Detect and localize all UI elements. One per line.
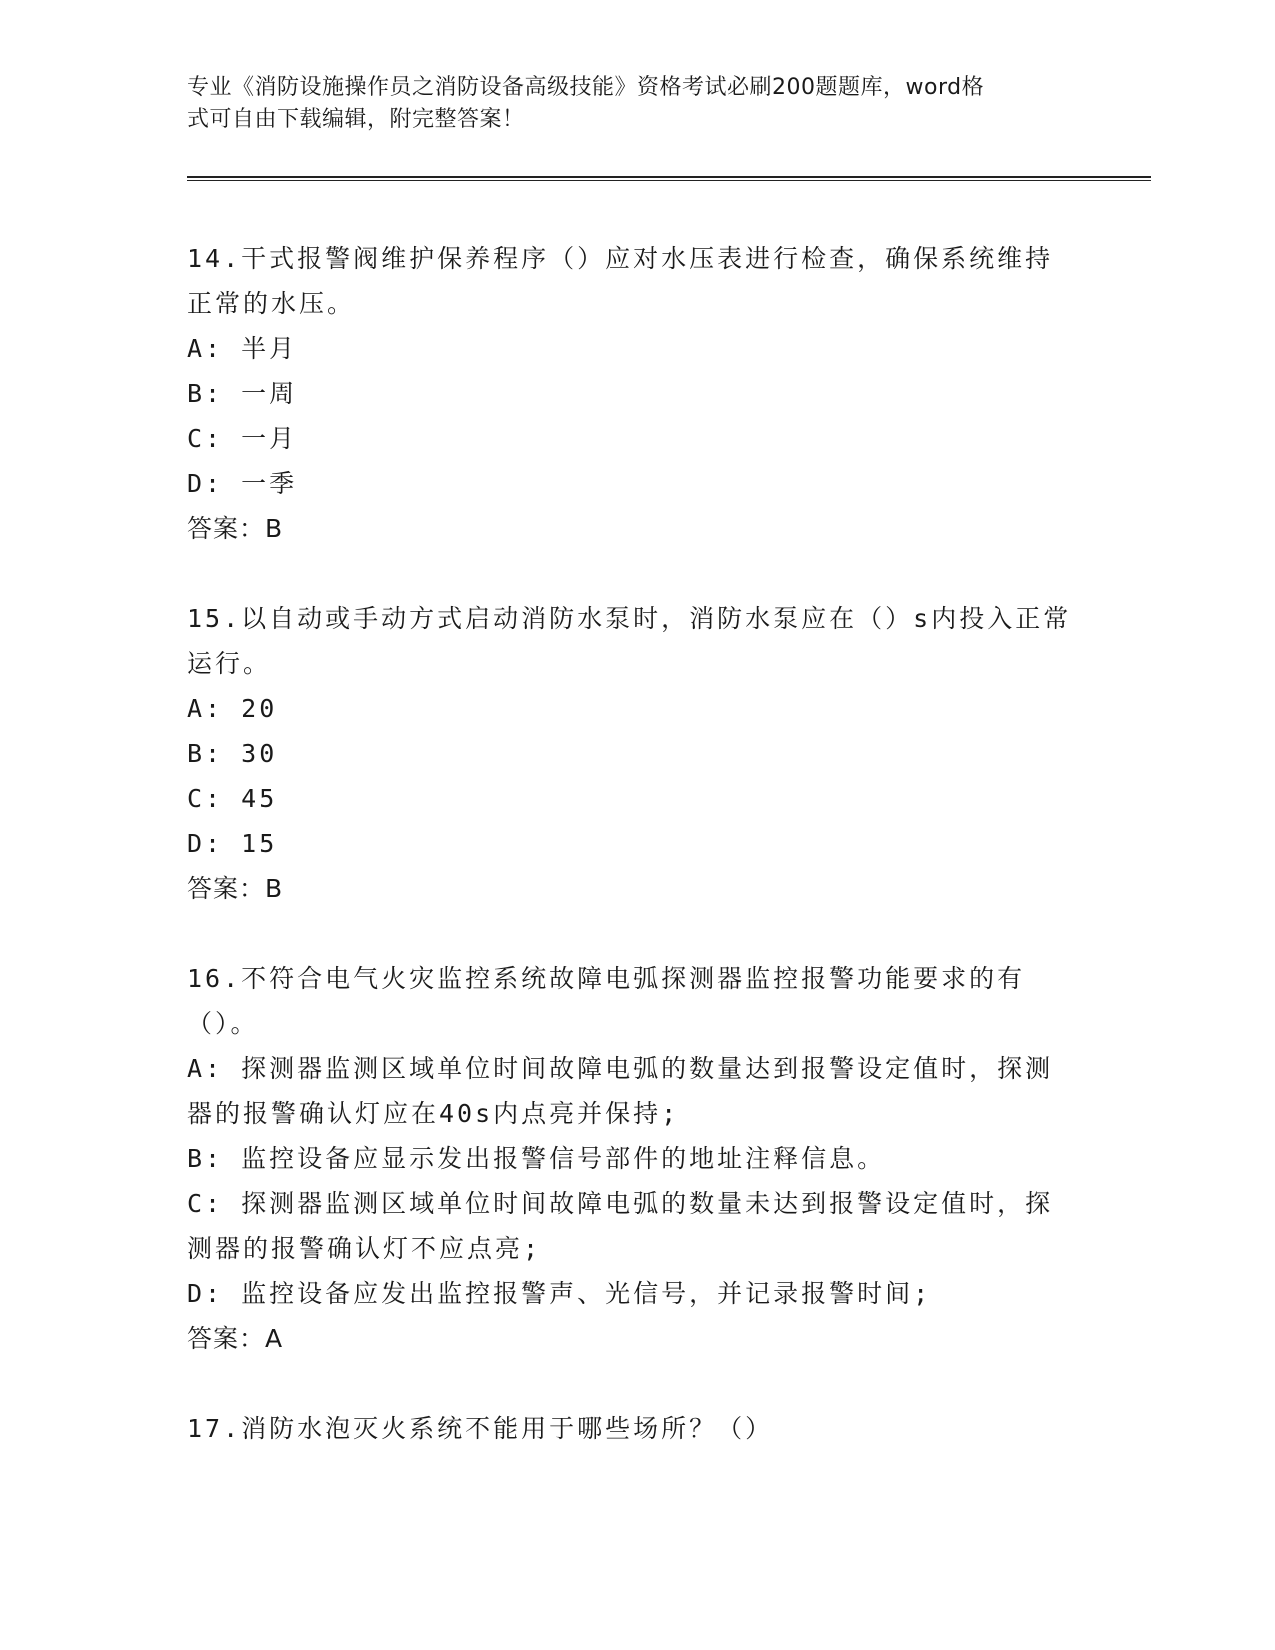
answer: 答案：B bbox=[187, 874, 284, 903]
option-b: B: 30 bbox=[187, 739, 278, 768]
document-header bbox=[187, 72, 1067, 136]
question-14 bbox=[187, 236, 1077, 551]
option-c: C: 一月 bbox=[187, 424, 298, 453]
option-d: D: 15 bbox=[187, 829, 278, 858]
answer: 答案：A bbox=[187, 1324, 284, 1353]
option-b: B: 一周 bbox=[187, 379, 298, 408]
question-17 bbox=[187, 1406, 1077, 1451]
option-b: B: 监控设备应显示发出报警信号部件的地址注释信息。 bbox=[187, 1144, 886, 1173]
question-15 bbox=[187, 596, 1077, 911]
option-c: C: 探测器监测区域单位时间故障电弧的数量未达到报警设定值时，探测器的报警确认灯不应点亮; bbox=[187, 1189, 1054, 1263]
header-line-1: 专业《消防设施操作员之消防设备高级技能》资格考试必刷200题题库，word格 bbox=[187, 75, 985, 100]
question-text: 17.消防水泡灭火系统不能用于哪些场所？（） bbox=[187, 1414, 774, 1443]
option-c: C: 45 bbox=[187, 784, 278, 813]
header-divider bbox=[187, 176, 1151, 181]
option-a: A: 20 bbox=[187, 694, 278, 723]
question-list bbox=[187, 236, 1077, 1496]
option-a: A: 探测器监测区域单位时间故障电弧的数量达到报警设定值时，探测器的报警确认灯应在40s内点亮并保持; bbox=[187, 1054, 1054, 1128]
option-a: A: 半月 bbox=[187, 334, 298, 363]
question-16 bbox=[187, 956, 1077, 1361]
question-text: 15.以自动或手动方式启动消防水泵时，消防水泵应在（）s内投入正常运行。 bbox=[187, 604, 1072, 678]
option-d: D: 监控设备应发出监控报警声、光信号，并记录报警时间; bbox=[187, 1279, 932, 1308]
question-text: 16.不符合电气火灾监控系统故障电弧探测器监控报警功能要求的有（）。 bbox=[187, 964, 1026, 1038]
header-line-2: 式可自由下载编辑，附完整答案！ bbox=[187, 107, 525, 132]
question-text: 14.干式报警阀维护保养程序（）应对水压表进行检查，确保系统维持正常的水压。 bbox=[187, 244, 1054, 318]
answer: 答案：B bbox=[187, 514, 284, 543]
option-d: D: 一季 bbox=[187, 469, 298, 498]
